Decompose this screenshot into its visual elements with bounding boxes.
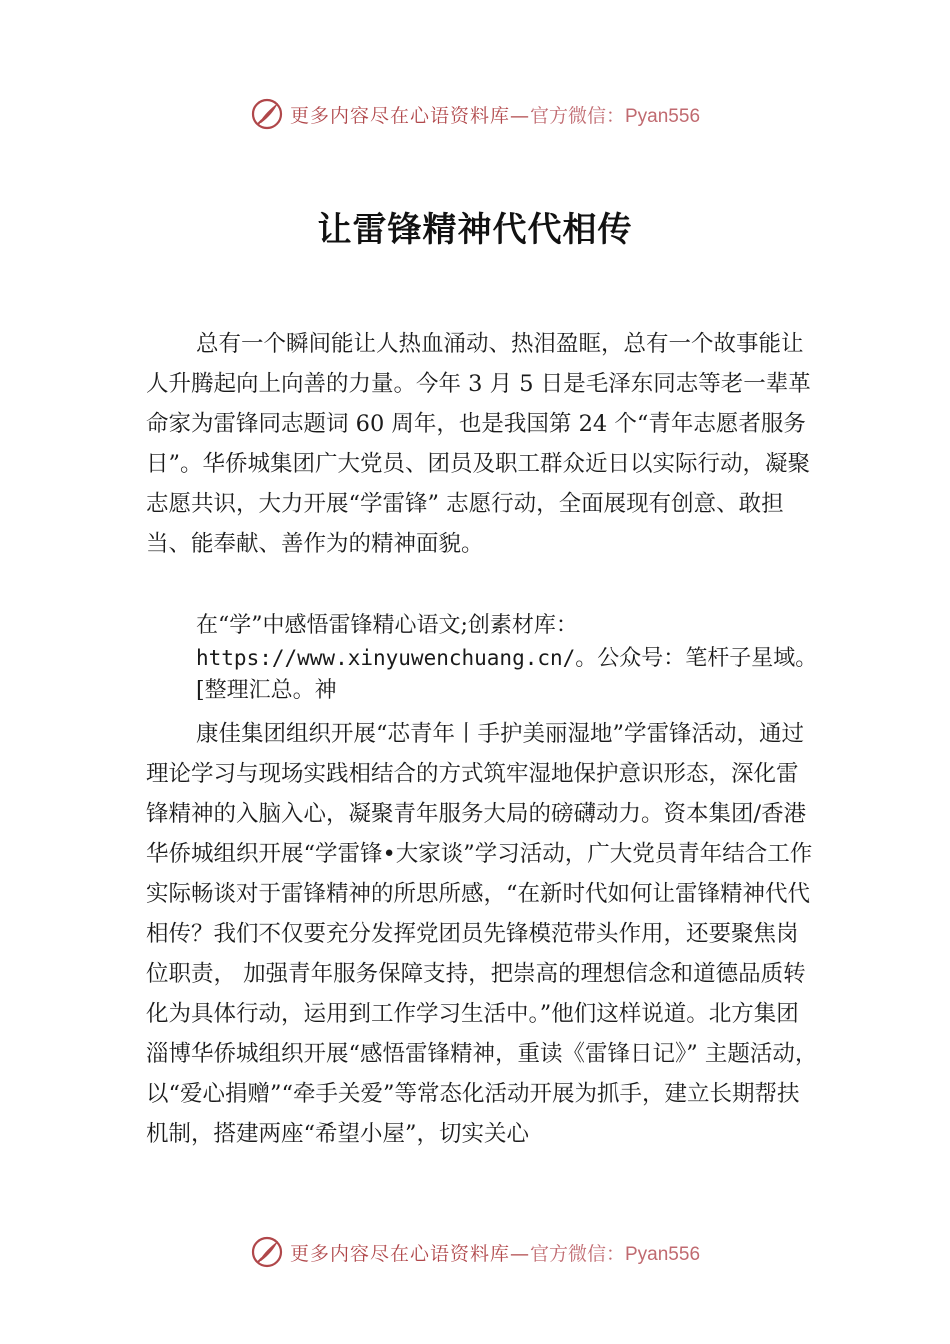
document-title: 让雷锋精神代代相传 — [317, 210, 633, 250]
paragraph-learning — [196, 610, 821, 707]
banner-text: 更多内容尽在心语资料库—官方微信：Pyan556 — [289, 104, 701, 127]
banner-wechat: 官方微信：Pyan556 — [530, 1243, 701, 1265]
paragraph-learning-text-a: 在“学”中感悟雷锋精心语文;创素材库： — [196, 613, 578, 638]
banner-wechat: 官方微信：Pyan556 — [530, 105, 701, 127]
footer-banner — [0, 1232, 950, 1272]
paragraph-intro: 总有一个瞬间能让人热血涌动、热泪盈眶，总有一个故事能让人升腾起向上向善的力量。今年 3 月 5 日是毛泽东同志等老一辈革命家为雷锋同志题词 60 周年，也是我国第 24 个“青年志愿者服务日”。华侨城集团广大党员、团员及职工群众近日以实际行动，凝聚志愿共识，大力开展“学雷锋” 志愿行动，全面展现有创意、敢担当、能奉献、善作为的精神面貌。 — [146, 331, 811, 557]
header-banner — [0, 94, 950, 134]
source-url-link[interactable]: https://www.xinyuwenchuang.cn/ — [196, 646, 576, 670]
quill-logo-icon — [250, 97, 284, 131]
paragraph-activities: 康佳集团组织开展“芯青年丨手护美丽湿地”学雷锋活动，通过理论学习与现场实践相结合的方式筑牢湿地保护意识形态，深化雷锋精神的入脑入心，凝聚青年服务大局的磅礴动力。资本集团/香港华侨城组织开展“学雷锋•大家谈”学习活动，广大党员青年结合工作实际畅谈对于雷锋精神的所思所感，“在新时代如何让雷锋精神代代相传？我们不仅要充分发挥党团员先锋模范带头作用，还要聚焦岗位职责， 加强青年服务保障支持，把崇高的理想信念和道德品质转化为具体行动，运用到工作学习生活中。”他们这样说道。北方集团淄博华侨城组织开展“感悟雷锋精神，重读《雷锋日记》” 主题活动，以“爱心捐赠”“牵手关爱”等常态化活动开展为抓手，建立长期帮扶机制，搭建两座“希望小屋”，切实关心 — [146, 721, 818, 1147]
banner-text: 更多内容尽在心语资料库—官方微信：Pyan556 — [289, 1242, 701, 1265]
paragraph-learning-text-b: 。公众号：笔杆子星域。[整理汇总。神 — [196, 646, 818, 703]
quill-logo-icon — [250, 1235, 284, 1269]
